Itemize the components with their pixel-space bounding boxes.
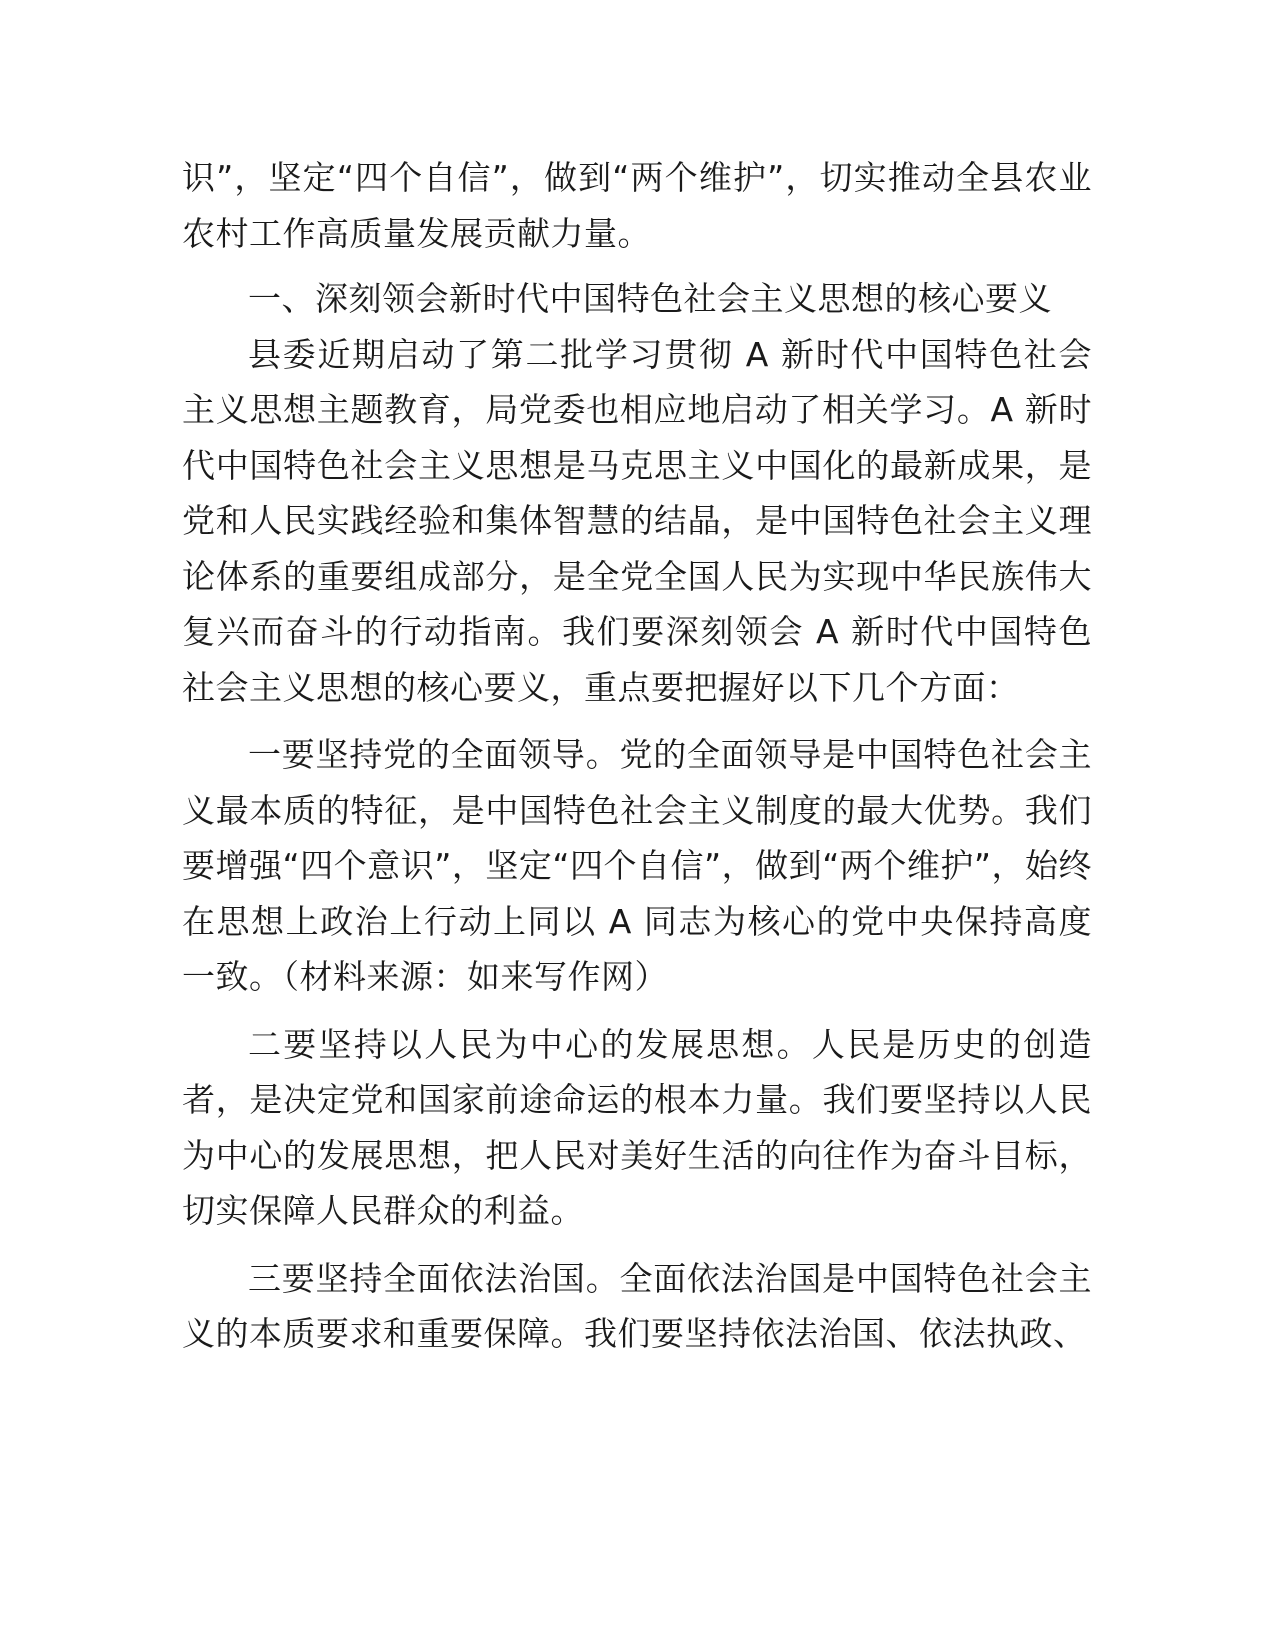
paragraph-intro: 县委近期启动了第二批学习贯彻 A 新时代中国特色社会主义思想主题教育，局党委也相应地启动了相关学习。A 新时代中国特色社会主义思想是马克思主义中国化的最新成果，是党和人民实践经验和集体智慧的结晶，是中国特色社会主义理论体系的重要组成部分，是全党全国人民为实现中华民族伟大复兴而奋斗的行动指南。我们要深刻领会 A 新时代中国特色社会主义思想的核心要义，重点要把握好以下几个方面： (182, 334, 1092, 707)
paragraph-point-2: 二要坚持以人民为中心的发展思想。人民是历史的创造者，是决定党和国家前途命运的根本力量。我们要坚持以人民为中心的发展思想，把人民对美好生活的向往作为奋斗目标，切实保障人民群众的利益。 (182, 1024, 1092, 1230)
section-heading: 一、深刻领会新时代中国特色社会主义思想的核心要义 (248, 279, 1052, 318)
paragraph-continued: 识”，坚定“四个自信”，做到“两个维护”，切实推动全县农业农村工作高质量发展贡献力量。 (182, 158, 1092, 253)
document-body (182, 150, 1092, 1362)
paragraph-point-3: 三要坚持全面依法治国。全面依法治国是中国特色社会主义的本质要求和重要保障。我们要坚持依法治国、依法执政、 (182, 1258, 1092, 1353)
paragraph-point-1: 一要坚持党的全面领导。党的全面领导是中国特色社会主义最本质的特征，是中国特色社会主义制度的最大优势。我们要增强“四个意识”，坚定“四个自信”，做到“两个维护”，始终在思想上政治上行动上同以 A 同志为核心的党中央保持高度一致。（材料来源：如来写作网） (182, 735, 1092, 996)
